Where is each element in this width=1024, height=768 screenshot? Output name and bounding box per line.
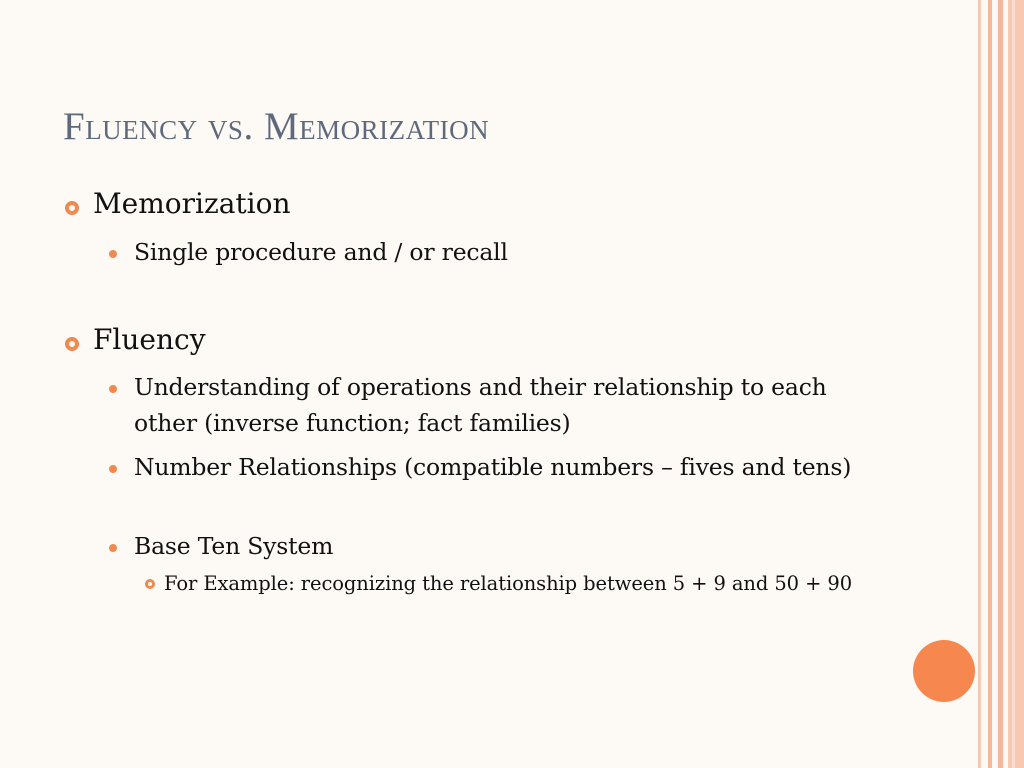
stripe xyxy=(978,0,981,768)
bullet-level2-single-procedure: Single procedure and / or recall xyxy=(134,238,508,266)
bullet-level3-for-example: For Example: recognizing the relationship between 5 + 9 and 50 + 90 xyxy=(164,572,853,595)
stripe xyxy=(988,0,992,768)
slide-title: Fluency vs. Memorization xyxy=(63,105,490,148)
bullet-level1-memorization: Memorization xyxy=(93,187,291,220)
bullet-level1-fluency: Fluency xyxy=(93,323,206,356)
stripe xyxy=(998,0,1003,768)
bullet-level2-number-relationships: Number Relationships (compatible numbers – fives and tens) xyxy=(134,453,852,481)
dot-bullet-icon xyxy=(109,385,117,393)
ring-bullet-icon xyxy=(65,337,79,351)
bullet-level2-base-ten: Base Ten System xyxy=(134,532,334,560)
ring-bullet-icon xyxy=(65,201,79,215)
dot-bullet-icon xyxy=(109,465,117,473)
ring-bullet-small-icon xyxy=(145,579,155,589)
decorative-circle xyxy=(913,640,975,702)
dot-bullet-icon xyxy=(109,544,117,552)
bullet-level2-understanding: Understanding of operations and their relationship to each other (inverse function; fact families) xyxy=(134,373,827,437)
stripe xyxy=(1008,0,1024,768)
right-edge-stripes xyxy=(978,0,1024,768)
dot-bullet-icon xyxy=(109,250,117,258)
